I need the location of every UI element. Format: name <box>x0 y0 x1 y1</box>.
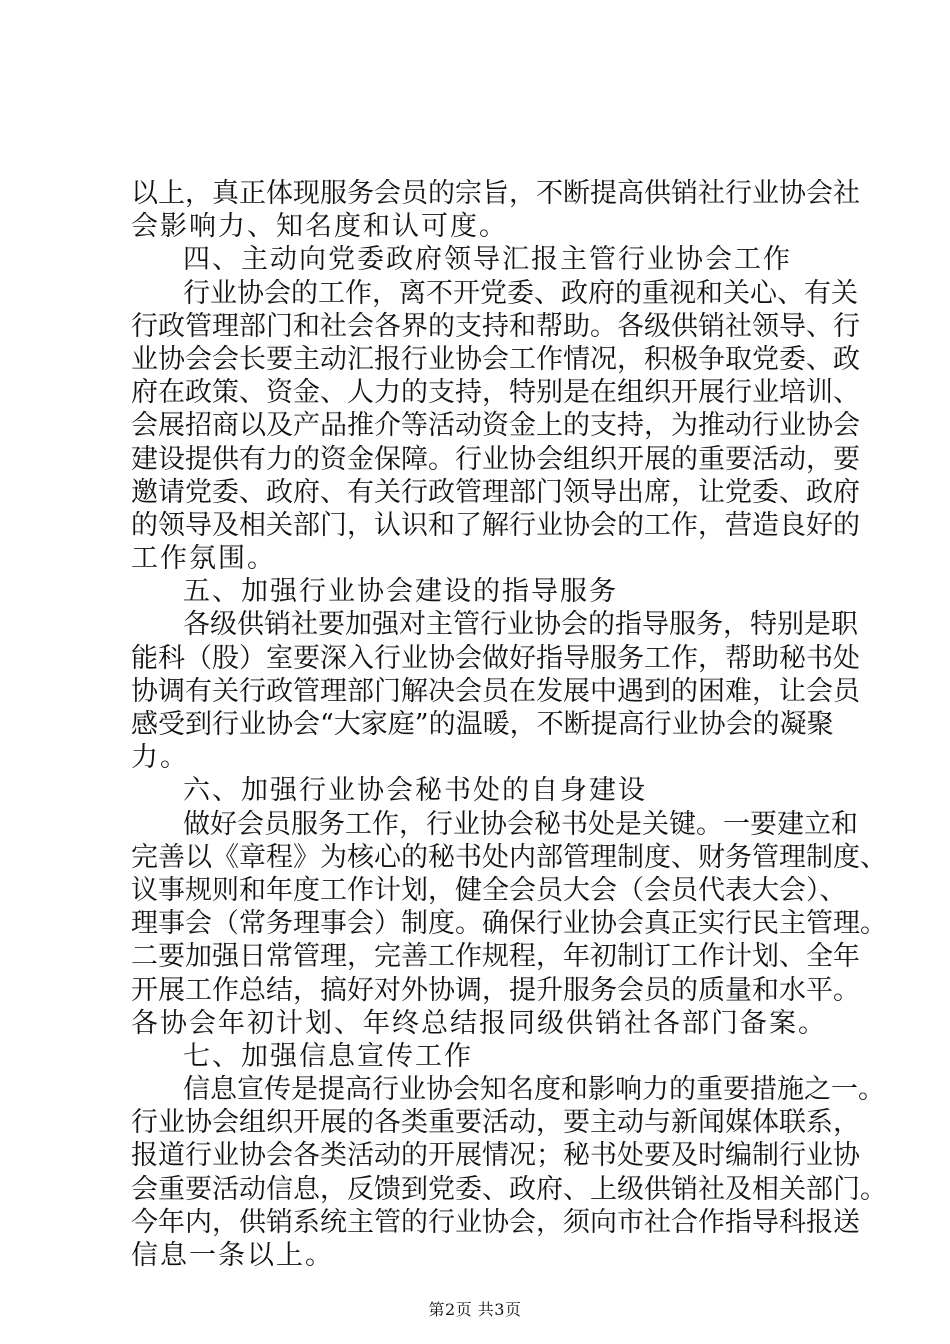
paragraph-line: 信息宣传是提高行业协会知名度和影响力的重要措施之一。 <box>183 1074 885 1106</box>
paragraph-line: 工作氛围。 <box>131 543 276 575</box>
paragraph-line: 今年内，供销系统主管的行业协会，须向市社合作指导科报送 <box>131 1206 860 1238</box>
section-heading: 五、加强行业协会建设的指导服务 <box>183 576 618 608</box>
paragraph-line: 开展工作总结，搞好对外协调，提升服务会员的质量和水平。 <box>131 974 860 1006</box>
section-heading: 四、主动向党委政府领导汇报主管行业协会工作 <box>183 244 792 276</box>
paragraph-line: 府在政策、资金、人力的支持，特别是在组织开展行业培训、 <box>131 377 860 409</box>
paragraph-line: 二要加强日常管理，完善工作规程，年初制订工作计划、全年 <box>131 941 860 973</box>
paragraph-line: 行业协会的工作，离不开党委、政府的重视和关心、有关 <box>183 277 858 309</box>
paragraph-line: 能科（股）室要深入行业协会做好指导服务工作，帮助秘书处 <box>131 642 860 674</box>
paragraph-line: 议事规则和年度工作计划，健全会员大会（会员代表大会）、 <box>131 874 847 906</box>
paragraph-line: 感受到行业协会“大家庭”的温暖，不断提高行业协会的凝聚 <box>131 709 834 740</box>
paragraph-line: 会重要活动信息，反馈到党委、政府、上级供销社及相关部门。 <box>131 1173 887 1205</box>
paragraph-line: 行业协会组织开展的各类重要活动，要主动与新闻媒体联系， <box>131 1107 860 1139</box>
paragraph-line: 建设提供有力的资金保障。行业协会组织开展的重要活动，要 <box>131 443 860 475</box>
paragraph-line: 邀请党委、政府、有关行政管理部门领导出席，让党委、政府 <box>131 476 860 508</box>
paragraph-line: 协调有关行政管理部门解决会员在发展中遇到的困难，让会员 <box>131 675 860 707</box>
section-heading: 六、加强行业协会秘书处的自身建设 <box>183 775 647 807</box>
paragraph-line: 会展招商以及产品推介等活动资金上的支持，为推动行业协会 <box>131 410 860 442</box>
page-number-footer: 第2页 共3页 <box>428 1300 522 1319</box>
paragraph-line: 力。 <box>131 742 189 774</box>
paragraph-line: 各级供销社要加强对主管行业协会的指导服务，特别是职 <box>183 609 858 641</box>
paragraph-line: 信息一条以上。 <box>131 1240 334 1271</box>
paragraph-line: 业协会会长要主动汇报行业协会工作情况，积极争取党委、政 <box>131 343 860 375</box>
paragraph-line: 的领导及相关部门，认识和了解行业协会的工作，营造良好的 <box>131 509 860 541</box>
paragraph-line: 报道行业协会各类活动的开展情况；秘书处要及时编制行业协 <box>131 1140 860 1172</box>
paragraph-line: 理事会（常务理事会）制度。确保行业协会真正实行民主管理。 <box>131 908 887 940</box>
section-heading: 七、加强信息宣传工作 <box>183 1040 473 1072</box>
paragraph-line: 以上，真正体现服务会员的宗旨，不断提高供销社行业协会社 <box>131 178 860 209</box>
paragraph-line: 会影响力、知名度和认可度。 <box>131 211 508 243</box>
paragraph-line: 各协会年初计划、年终总结报同级供销社各部门备案。 <box>131 1007 827 1039</box>
paragraph-line: 完善以《章程》为核心的秘书处内部管理制度、财务管理制度、 <box>131 841 887 873</box>
document-body <box>131 177 887 1272</box>
paragraph-line: 做好会员服务工作，行业协会秘书处是关键。一要建立和 <box>183 808 858 840</box>
paragraph-line: 行政管理部门和社会各界的支持和帮助。各级供销社领导、行 <box>131 310 860 342</box>
